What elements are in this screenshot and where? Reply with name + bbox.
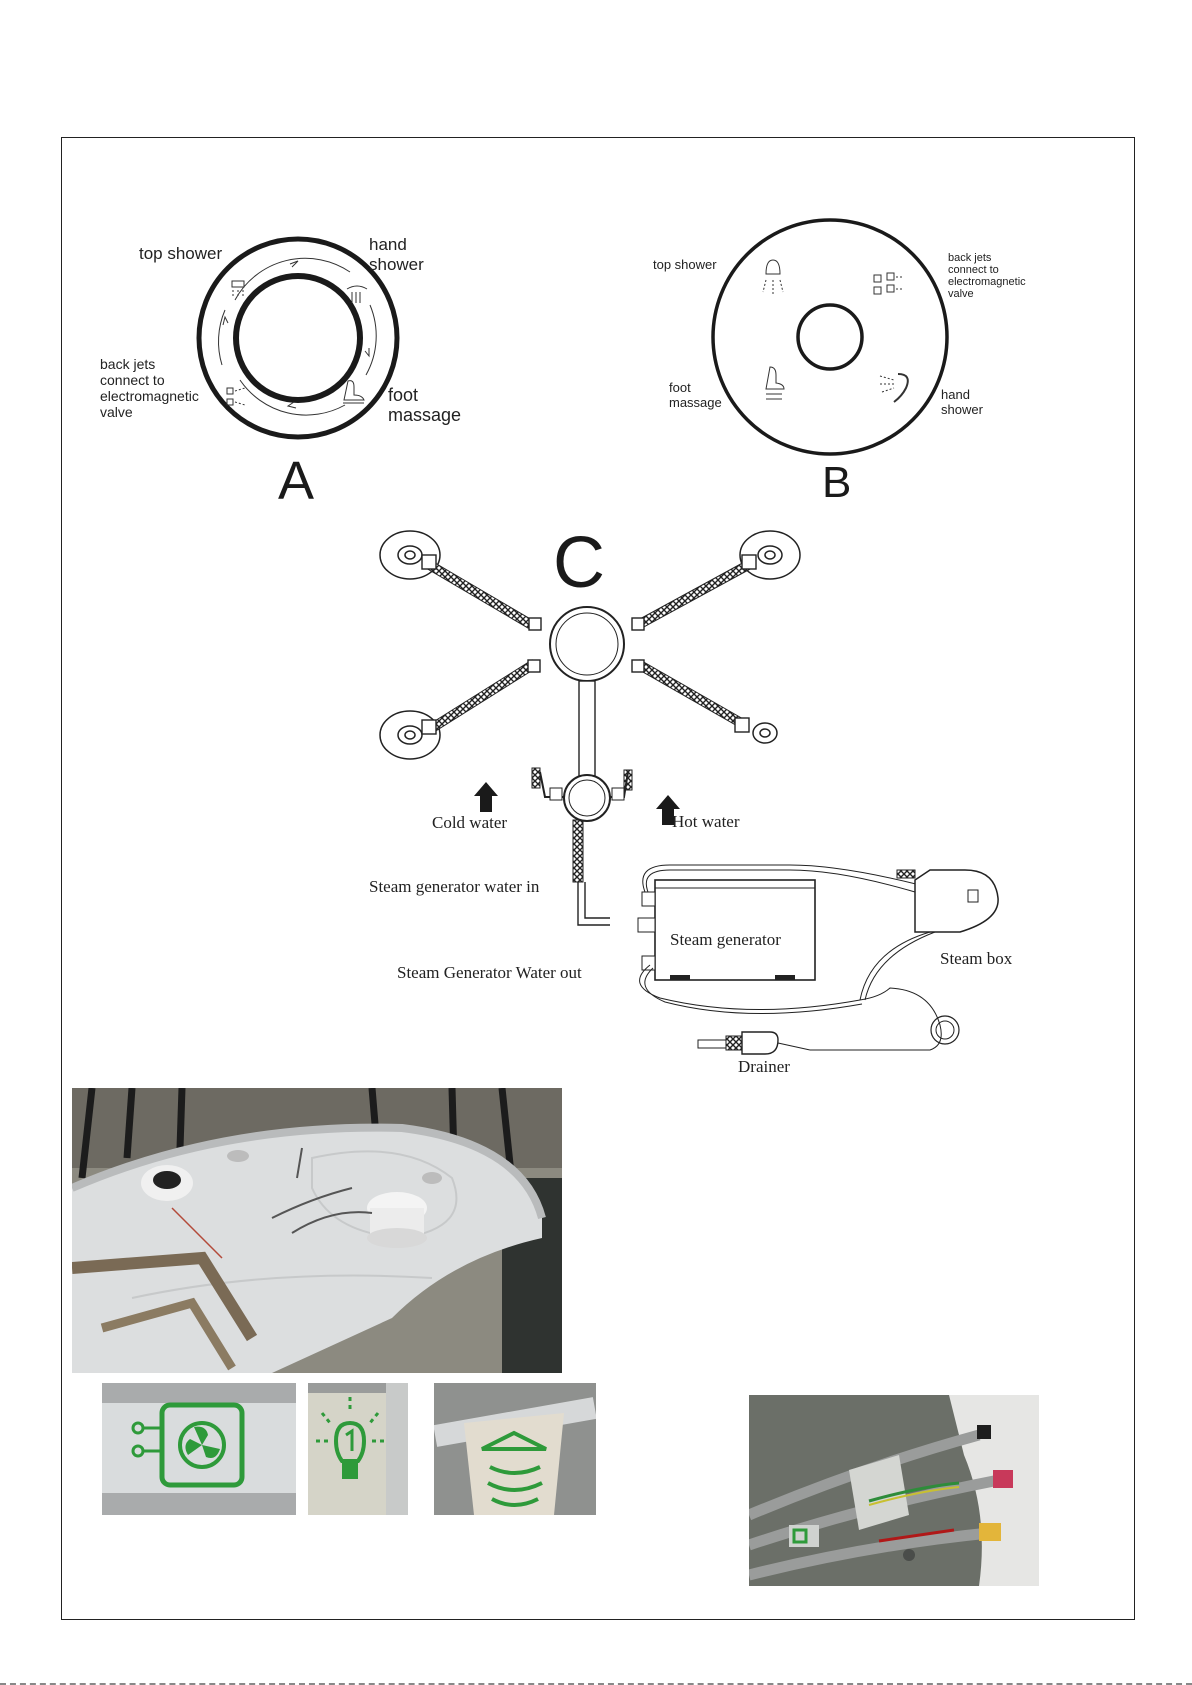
diagram-c-plumbing	[370, 520, 1050, 1080]
b-hand-shower-label-1: hand	[941, 387, 970, 402]
back-jets-icon	[225, 385, 247, 409]
diagram-a-letter: A	[278, 451, 315, 511]
b-hand-shower-icon	[876, 370, 916, 406]
a-back-jets-label-2: connect to	[100, 372, 165, 388]
b-back-jets-label-3: electromagnetic	[948, 276, 1026, 288]
cold-water-label: Cold water	[432, 813, 508, 832]
fan-label-photo	[102, 1383, 296, 1515]
b-hand-shower-label-2: shower	[941, 402, 983, 417]
steam-box-label: Steam box	[940, 949, 1013, 968]
a-back-jets-label-4: valve	[100, 404, 133, 420]
a-hand-shower-label-2: shower	[369, 255, 424, 274]
steam-generator-water-in-label: Steam generator water in	[369, 877, 540, 896]
a-foot-massage-label-2: massage	[388, 405, 462, 425]
cold-water-arrow-icon	[474, 782, 498, 812]
shower-roof-photo	[72, 1088, 562, 1373]
hand-shower-icon	[345, 283, 369, 307]
b-foot-massage-label-2: massage	[669, 395, 722, 410]
a-back-jets-label-1: back jets	[100, 356, 156, 372]
b-top-shower-icon	[760, 258, 786, 298]
diagram-c-letter: C	[553, 523, 605, 603]
steam-generator-label: Steam generator	[670, 930, 781, 949]
foot-massage-icon	[340, 378, 366, 406]
b-foot-massage-label-1: foot	[669, 380, 691, 395]
a-back-jets-label-3: electromagnetic	[100, 388, 199, 404]
b-back-jets-icon	[872, 272, 906, 298]
steam-generator-water-out-label: Steam Generator Water out	[397, 963, 582, 982]
drainer-label: Drainer	[738, 1057, 790, 1076]
a-foot-massage-label-1: foot	[388, 385, 419, 405]
a-top-shower-label: top shower	[139, 244, 223, 263]
b-back-jets-label-2: connect to	[948, 264, 999, 276]
diagram-b-letter: B	[822, 458, 852, 507]
a-hand-shower-label-1: hand	[369, 235, 407, 254]
diagram-b-ring	[708, 215, 952, 459]
b-top-shower-label: top shower	[653, 257, 717, 272]
b-foot-massage-icon	[762, 365, 786, 405]
steam-label-photo	[434, 1383, 596, 1515]
hot-water-label: Hot water	[672, 812, 740, 831]
wiring-connectors-photo	[749, 1395, 1039, 1586]
b-back-jets-label-1: back jets	[948, 252, 992, 264]
top-shower-icon	[228, 279, 248, 299]
light-label-photo	[308, 1383, 408, 1515]
b-back-jets-label-4: valve	[948, 288, 974, 300]
